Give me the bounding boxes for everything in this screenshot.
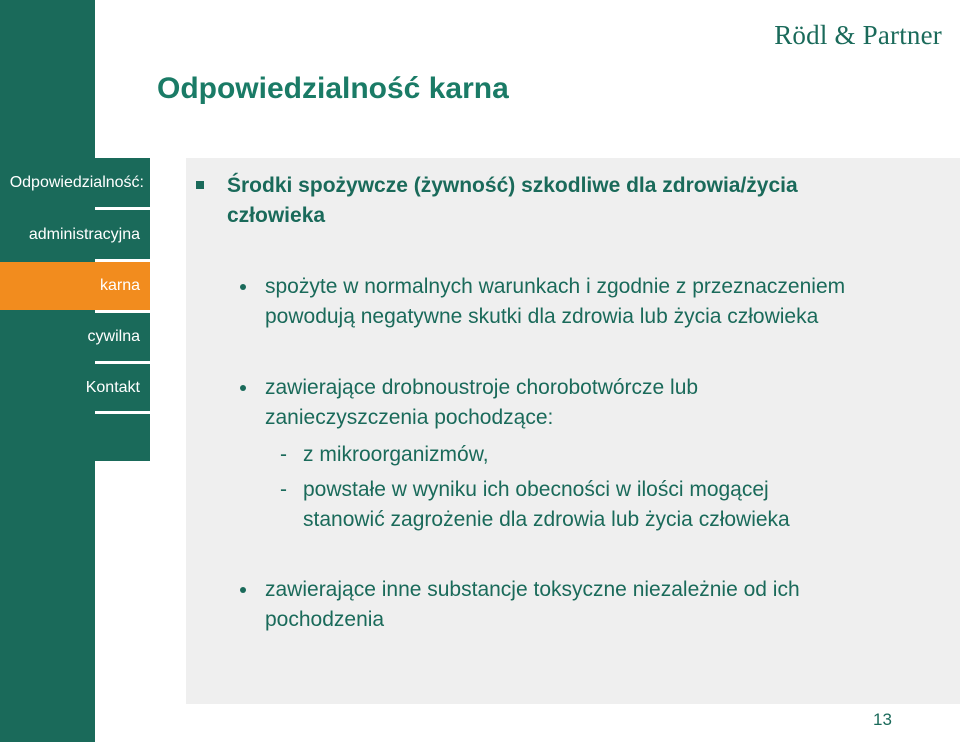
nav-item-label: Kontakt bbox=[85, 378, 140, 396]
bullet-line: powodują negatywne skutki dla zdrowia lub życia człowieka bbox=[265, 305, 819, 328]
nav-item-karna[interactable] bbox=[0, 262, 150, 310]
nav-item-empty bbox=[0, 414, 150, 461]
bullet-dot-icon bbox=[240, 385, 246, 391]
page-title: Odpowiedzialność karna bbox=[157, 72, 509, 105]
bullet-line: zanieczyszczenia pochodzące: bbox=[265, 406, 554, 429]
bullet-line: pochodzenia bbox=[265, 608, 385, 631]
bullet-item bbox=[240, 272, 845, 332]
bullet-line: zawierające inne substancje toksyczne niezależnie od ich bbox=[265, 578, 800, 601]
nav-header-label: Odpowiedzialność: bbox=[9, 173, 144, 191]
nav-item-label: karna bbox=[99, 277, 140, 294]
sub-line: powstałe w wyniku ich obecności w ilości mogącej bbox=[303, 478, 769, 501]
bullet-item bbox=[240, 373, 698, 433]
sub-item bbox=[280, 475, 790, 535]
bullet-dot-icon bbox=[240, 284, 246, 290]
bullet-line: zawierające drobnoustroje chorobotwórcze lub bbox=[265, 376, 699, 399]
nav-item-kontakt[interactable] bbox=[0, 364, 150, 411]
nav-header bbox=[0, 158, 150, 207]
heading-line: Środki spożywcze (żywność) szkodliwe dla zdrowia/życia bbox=[227, 174, 798, 197]
sub-item bbox=[280, 440, 489, 470]
sub-line: z mikroorganizmów, bbox=[303, 443, 489, 466]
nav-item-label: administracyjna bbox=[28, 225, 140, 243]
logo: Rödl & Partner bbox=[774, 20, 942, 50]
dash-marker: - bbox=[280, 443, 287, 466]
square-bullet-icon bbox=[196, 181, 204, 189]
bullet-line: spożyte w normalnych warunkach i zgodnie z przeznaczeniem bbox=[265, 275, 846, 298]
nav-item-cywilna[interactable] bbox=[0, 313, 150, 361]
sub-line: stanowić zagrożenie dla zdrowia lub życia człowieka bbox=[303, 508, 790, 531]
content-heading bbox=[196, 171, 896, 231]
nav-item-administracyjna[interactable] bbox=[0, 210, 150, 259]
bullet-item bbox=[240, 575, 800, 635]
dash-marker: - bbox=[280, 478, 287, 501]
bullet-dot-icon bbox=[240, 587, 246, 593]
page-number: 13 bbox=[873, 710, 892, 729]
heading-line: człowieka bbox=[227, 204, 326, 227]
nav-item-label: cywilna bbox=[87, 328, 140, 345]
